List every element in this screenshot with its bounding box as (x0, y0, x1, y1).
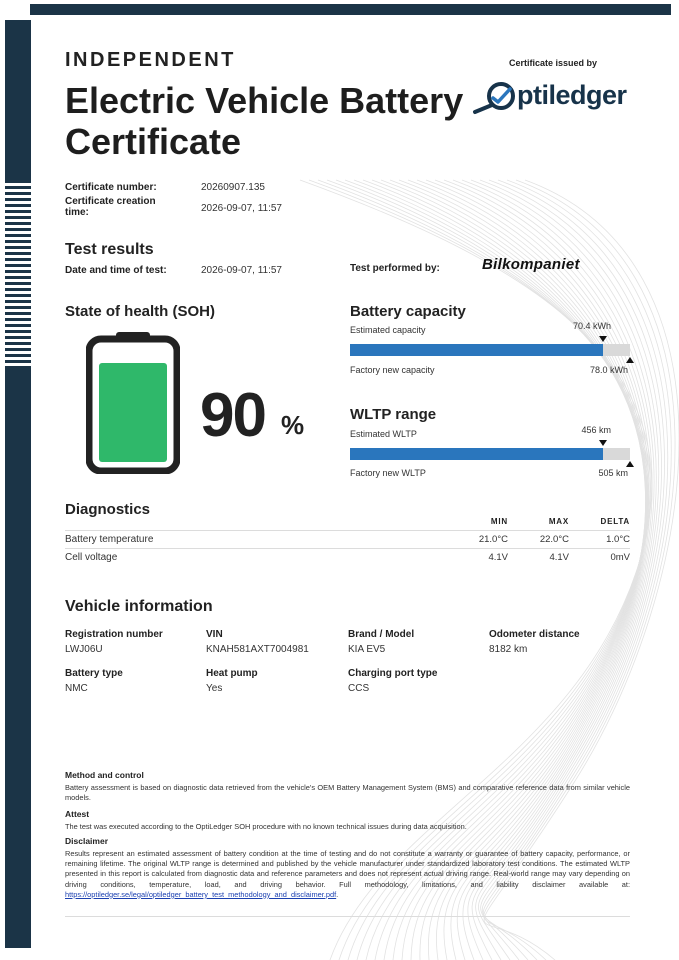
battery-type-value: NMC (65, 683, 88, 694)
test-performed-by-label: Test performed by: (350, 263, 440, 274)
background-wave-line (426, 180, 649, 960)
wltp-heading: WLTP range (350, 406, 437, 423)
background-wave-line (381, 180, 646, 960)
background-wave-line (300, 180, 652, 960)
background-wave-line (482, 180, 668, 960)
estimated-wltp-value: 456 km (581, 425, 611, 435)
factory-capacity-label: Factory new capacity (350, 365, 435, 375)
background-wave-line (399, 180, 646, 960)
optiledger-logo (470, 78, 640, 118)
disclaimer-end: . (336, 889, 339, 899)
background-wave-line (318, 180, 649, 960)
disclaimer-text (65, 849, 630, 900)
diagnostics-heading: Diagnostics (65, 501, 151, 518)
background-wave-line (417, 180, 648, 960)
background-wave-line (453, 180, 654, 960)
estimated-capacity-value: 70.4 kWh (572, 321, 611, 331)
diagnostics-row-name: Battery temperature (65, 534, 154, 545)
background-wave-line (481, 180, 665, 960)
diagnostics-row-name: Cell voltage (65, 552, 118, 563)
odometer-value: 8182 km (489, 644, 528, 655)
registration-value: LWJ06U (65, 644, 103, 655)
charging-port-value: CCS (348, 683, 370, 694)
certificate-number-label: Certificate number: (65, 182, 157, 193)
estimated-capacity-label: Estimated capacity (350, 325, 426, 335)
estimated-wltp-label: Estimated WLTP (350, 429, 417, 439)
background-wave-line (372, 180, 646, 960)
capacity-bar-fill (350, 344, 603, 356)
certificate-number-value: 20260907.135 (201, 182, 265, 193)
disclaimer-body: Results represent an estimated assessment of battery condition at the time of testing and do not constitute a warranty or guarantee of battery capacity, performance, or remaining lifetime. The original WLTP range is determined and published by the vehicle manufacturer under standardized laboratory test conditions. The estimated WLTP presented in this report is calculated from diagnostic data and reference parameters and does not represent actual driving range. Real-world range may vary depending on driving conditions, temperature, load, and driving behavior. Full methodology, limitations, and liability disclaimer available at: (65, 849, 630, 889)
heat-pump-value: Yes (206, 683, 223, 694)
factory-wltp-label: Factory new WLTP (350, 468, 426, 478)
background-wave-line (390, 180, 646, 960)
estimated-wltp-marker (599, 440, 607, 446)
certificate-kicker: INDEPENDENT (65, 49, 236, 71)
estimated-capacity-marker (599, 336, 607, 342)
magnifier-logo-icon (470, 78, 520, 118)
background-wave-line (336, 180, 647, 960)
diagnostics-col-delta: DELTA (600, 517, 630, 526)
test-date-label: Date and time of test: (65, 265, 167, 276)
certificate-creation-value: 2026-09-07, 11:57 (201, 203, 282, 214)
odometer-label: Odometer distance (489, 629, 580, 640)
soh-value: 90 (200, 381, 265, 450)
background-wave-line (309, 180, 650, 960)
vin-label: VIN (206, 629, 223, 640)
diagnostics-col-max: MAX (548, 517, 569, 526)
diagnostics-row-min: 21.0°C (478, 534, 508, 545)
diagnostics-row-max: 4.1V (549, 552, 569, 563)
battery-type-label: Battery type (65, 668, 123, 679)
charging-port-label: Charging port type (348, 668, 438, 679)
diagnostics-col-min: MIN (490, 517, 508, 526)
soh-unit: % (281, 410, 305, 440)
logo-wordmark: ptiledger (517, 80, 627, 110)
battery-capacity-heading: Battery capacity (350, 303, 466, 320)
background-wave-line (462, 180, 656, 960)
factory-capacity-marker (626, 357, 634, 363)
method-text: Battery assessment is based on diagnostic data retrieved from the vehicle's OEM Battery Management System (BMS) and comparative reference data from similar vehicle models. (65, 783, 630, 803)
background-wave-line (354, 180, 646, 960)
diagnostics-row-delta: 0mV (610, 552, 630, 563)
diagnostics-row-delta: 1.0°C (606, 534, 630, 545)
background-wave-line (408, 180, 647, 960)
side-border-bar (5, 20, 31, 948)
table-row (65, 549, 630, 566)
factory-capacity-value: 78.0 kWh (589, 365, 628, 375)
brand-model-label: Brand / Model (348, 629, 415, 640)
methodology-link[interactable]: https://optiledger.se/legal/optiledger_battery_test_methodology_and_disclaimer.pdf (65, 889, 337, 899)
background-wave-line (483, 180, 671, 960)
test-results-heading: Test results (65, 241, 154, 258)
background-wave-line (478, 180, 661, 960)
table-row (65, 531, 630, 548)
wltp-bar-fill (350, 448, 603, 460)
test-date-value: 2026-09-07, 11:57 (201, 265, 282, 276)
certificate-title: Electric Vehicle Battery Certificate (65, 80, 464, 162)
background-wave-line (484, 180, 675, 960)
registration-label: Registration number (65, 629, 163, 640)
attest-text: The test was executed according to the OptiLedger SOH procedure with no known technical issues during data acquisition. (65, 822, 467, 831)
vehicle-info-heading: Vehicle information (65, 598, 213, 615)
capacity-bar-track (350, 344, 630, 356)
brand-model-value: KIA EV5 (348, 644, 386, 655)
top-border-bar (30, 4, 671, 15)
diagnostics-row-min: 4.1V (488, 552, 508, 563)
battery-soh-icon (86, 332, 180, 474)
background-wave-line (444, 180, 652, 960)
vin-value: KNAH581AXT7004981 (206, 644, 309, 655)
wltp-bar-track (350, 448, 630, 460)
method-heading: Method and control (65, 770, 144, 780)
issued-by-label: Certificate issued by (508, 58, 598, 68)
background-wave-line (327, 180, 648, 960)
background-wave-line (484, 180, 679, 960)
attest-heading: Attest (65, 809, 90, 819)
side-stripe-pattern (5, 183, 31, 367)
factory-wltp-value: 505 km (598, 468, 628, 478)
factory-wltp-marker (626, 461, 634, 467)
background-wave-line (363, 180, 646, 960)
background-wave-line (435, 180, 650, 960)
background-wave-line (345, 180, 647, 960)
footer-divider (65, 916, 630, 917)
certificate-creation-label: Certificate creation time: (65, 196, 156, 218)
disclaimer-heading: Disclaimer (65, 836, 108, 846)
tester-brand-logo: Bilkompaniet (482, 256, 580, 273)
soh-heading: State of health (SOH) (65, 303, 216, 320)
diagnostics-row-max: 22.0°C (539, 534, 569, 545)
heat-pump-label: Heat pump (206, 668, 258, 679)
background-wave-line (471, 180, 659, 960)
